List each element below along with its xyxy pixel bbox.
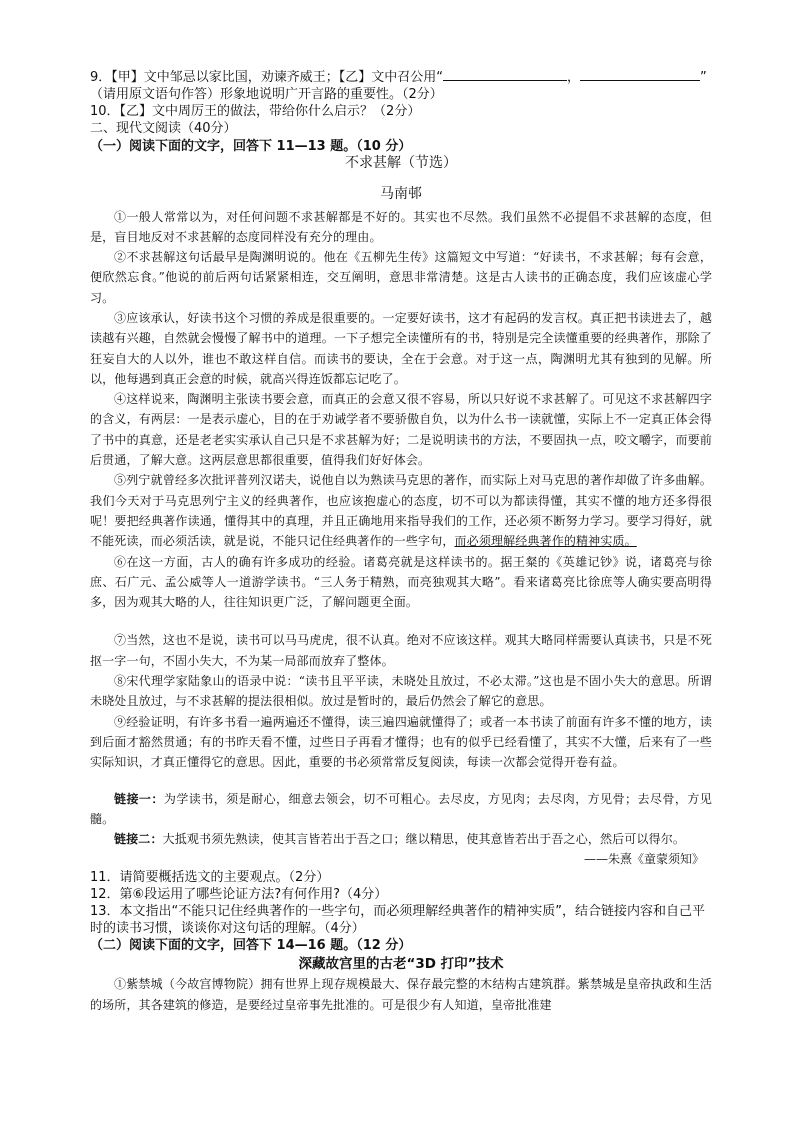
spacer <box>90 773 712 789</box>
link-2-text: 大抵观书须先熟读，使其言皆若出于吾之口；继以精思，使其意皆若出于吾之心，然后可以得尔。 <box>162 832 686 847</box>
article1-paragraph-4: ④这样说来，陶渊明主张读书要会意，而真正的会意又很不容易，所以只好说不求甚解了。可见这不求甚解四字的含义，有两层：一是表示虚心，目的在于劝诫学者不要骄傲自负，以为什么书一读就懂，实际上不一定真正体会得了书中的真意，还是老老实实承认自己只是不求甚解为好；二是说明读书的方法，不要固执一点，咬文嚼字，而要前后贯通，了解大意。这两层意思都很重要，值得我们好好体会。 <box>90 392 712 468</box>
article1-paragraph-8: ⑧宋代理学家陆象山的语录中说：“读书且平平读，未晓处且放过，不必太滞。”这也是不固小失大的意思。所谓未晓处且放过，与不求甚解的提法很相似。放过是暂时的，最后仍然会了解它的意思。 <box>90 674 712 709</box>
question-11: 11．请简要概括选文的主要观点。（2分） <box>90 870 330 886</box>
q9-text-after: ” <box>700 70 707 85</box>
article1-title: 不求甚解（节选） <box>345 154 457 171</box>
paragraph-5-text: ⑤列宁就曾经多次批评普列汉诺夫，说他自以为熟读马克思的著作，而实际上对马克思的著作却做了许多曲解。我们今天对于马克思列宁主义的经典著作，也应该抱虚心的态度，切不可以为都读得懂，其实不懂的地方还多得很呢！要把经典著作读通，懂得其中的真理，并且正确地用来指导我们的工作，还必须不断努力学习。要学习得好，就不能死读，而必须活读，就是说，不能只记住经典著作的一些字句， <box>90 473 712 549</box>
link-1-text: 为学读书，须是耐心，细意去领会，切不可粗心。去尽皮，方见肉；去尽肉，方见骨；去尽骨，方见髓。 <box>90 791 712 826</box>
article1-paragraph-3: ③应该承认，好读书这个习惯的养成是很重要的。一定要好读书，这才有起码的发言权。真正把书读进去了，越读越有兴趣，自然就会慢慢了解书中的道理。一下子想完全读懂所有的书，特别是完全读懂重要的经典著作，那除了狂妄自大的人以外，谁也不敢这样自信。而读书的要诀，全在于会意。对于这一点，陶渊明尤其有独到的见解。所以，他每遇到真正会意的时候，就高兴得连饭都忘记吃了。 <box>90 310 712 386</box>
question-12: 12．第⑥段运用了哪些论证方法?有何作用?（4分） <box>90 887 388 903</box>
spacer <box>90 612 712 630</box>
article1-paragraph-5 <box>90 470 712 551</box>
link-1 <box>90 789 712 830</box>
article2-title: 深藏故宫里的古老“3D 打印”技术 <box>298 956 504 973</box>
article2-paragraph-1: ①紫禁城（今故宫博物院）拥有世界上现存规模最大、保存最完整的木结构古建筑群。紫禁城是皇帝执政和生活的场所，其各建筑的修造，是要经过皇帝事先批准的。可是很少有人知道，皇帝批准建 <box>90 977 712 1012</box>
question-13: 13．本文指出“不能只记住经典著作的一些字句，而必须理解经典著作的精神实质”，结合链接内容和自己平时的读书习惯，谈谈你对这句话的理解。（4分） <box>90 904 706 937</box>
link-1-label: 链接一： <box>114 791 164 806</box>
article1-paragraph-2: ②不求甚解这句话最早是陶渊明说的。他在《五柳先生传》这篇短文中写道：“好读书，不求甚解；每有会意，便欣然忘食。”他说的前后两句话紧紧相连，交互阐明，意思非常清楚。这是古人读书的正确态度，我们应该虚心学习。 <box>90 250 712 305</box>
article1-paragraph-9: ⑨经验证明，有许多书看一遍两遍还不懂得，读三遍四遍就懂得了；或者一本书读了前面有许多不懂的地方，读到后面才豁然贯通；有的书昨天看不懂，过些日子再看才懂得；也有的似乎已经看懂了，其实不大懂，后来有了一些实际知识，才真正懂得它的意思。因此，重要的书必须常常反复阅读，每读一次都会觉得开卷有益。 <box>90 714 712 770</box>
q9-text-mid: ， <box>567 70 581 85</box>
question-10: 10．【乙】文中周厉王的做法，带给你什么启示？（2分） <box>90 104 421 119</box>
section-heading: 二、现代文阅读（40分） <box>90 121 237 136</box>
link-2 <box>90 829 712 849</box>
article1-paragraph-1: ①一般人常常以为，对任何问题不求甚解都是不好的。其实也不尽然。我们虽然不必提倡不求甚解的态度，但是，盲目地反对不求甚解的态度同样没有充分的理由。 <box>90 209 712 244</box>
part1-heading: （一）阅读下面的文字，回答下 11—13 题。（10 分） <box>90 138 412 154</box>
link-2-label: 链接二： <box>114 832 163 847</box>
question-9-line2: （请用原文语句作答）形象地说明广开言路的重要性。（2分） <box>90 87 443 102</box>
article1-author: 马南邨 <box>380 185 422 202</box>
exam-page <box>90 62 712 1015</box>
q9-text-before: 9．【甲】文中邹忌以家比国，劝谏齐威王；【乙】文中召公用“ <box>90 70 444 85</box>
answer-blank-1[interactable] <box>443 68 567 81</box>
underlined-sentence: 而必须理解经典著作的精神实质。 <box>454 534 637 549</box>
question-9 <box>90 68 712 86</box>
answer-blank-2[interactable] <box>580 68 700 81</box>
link-source: ——朱熹《童蒙须知》 <box>583 852 704 867</box>
part2-heading: （二）阅读下面的文字，回答下 14—16 题。（12 分） <box>90 938 412 954</box>
article1-paragraph-7: ⑦当然，这也不是说，读书可以马马虎虎，很不认真。绝对不应该这样。观其大略同样需要认真读书，只是不死抠一字一句，不固小失大，不为某一局部而放弃了整体。 <box>90 633 712 668</box>
article1-paragraph-6: ⑥在这一方面，古人的确有许多成功的经验。诸葛亮就是这样读书的。据王粲的《英雄记钞》说，诸葛亮与徐庶、石广元、孟公威等人一道游学读书。“三人务于精熟，而亮独观其大略”。看来诸葛亮比徐庶等人确实要高明得多，因为观其大略的人，往往知识更广泛，了解问题更全面。 <box>90 554 712 610</box>
